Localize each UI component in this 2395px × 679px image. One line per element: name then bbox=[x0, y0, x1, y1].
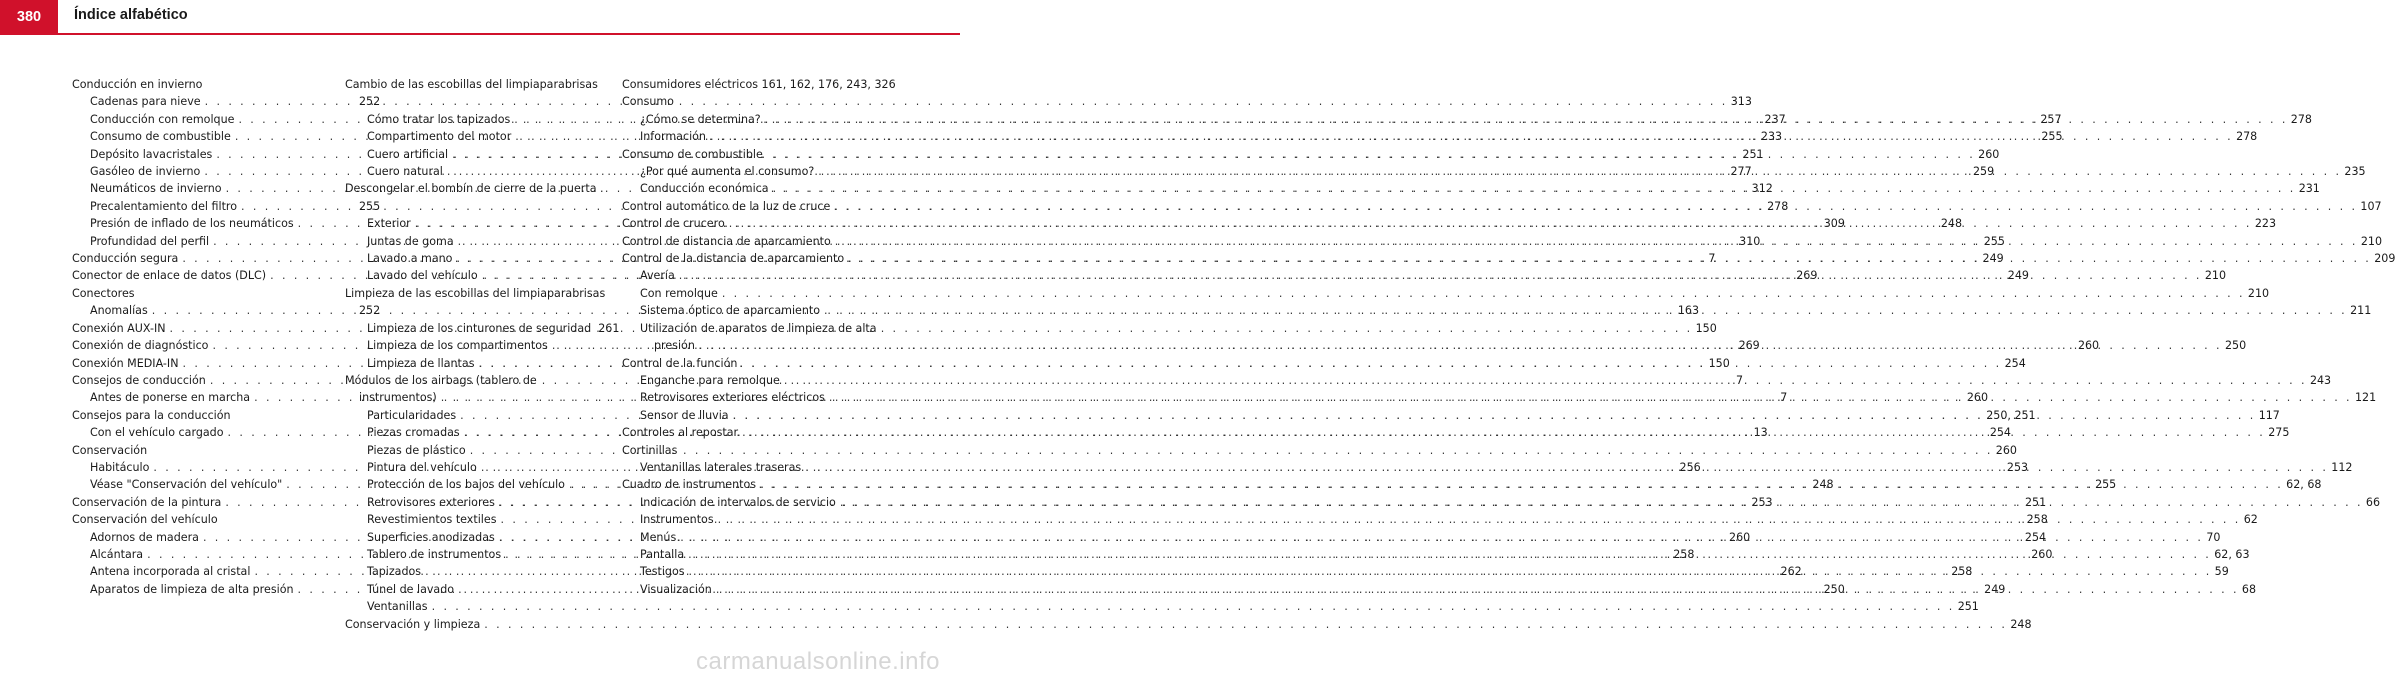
index-entry-page: 312 bbox=[1751, 182, 1773, 196]
page-header bbox=[0, 0, 960, 37]
index-entry-text: Avería bbox=[640, 269, 675, 283]
index-entry-page: 62, 68 bbox=[2286, 478, 2322, 492]
index-entry-text: Control de crucero bbox=[622, 217, 725, 231]
index-heading: Cortinillas bbox=[622, 443, 678, 457]
index-entry bbox=[345, 320, 620, 337]
index-entry-page: 211 bbox=[2350, 304, 2372, 318]
index-entry-text: Precalentamiento del filtro bbox=[90, 199, 238, 213]
dot-leader bbox=[824, 302, 2347, 319]
index-entry-page: 310 bbox=[1739, 234, 1761, 248]
index-entry-text: Conducción con remolque bbox=[90, 112, 235, 126]
dot-leader bbox=[848, 250, 2371, 267]
index-entry-text: ¿Cómo se determina? bbox=[640, 112, 761, 126]
index-entry-page: 260 bbox=[1995, 443, 2017, 457]
index-entry-page: 253 bbox=[1751, 495, 1773, 509]
index-entry-page: 278 bbox=[1767, 199, 1789, 213]
index-entry-page: 210 bbox=[2247, 286, 2270, 300]
index-entry-page: 70 bbox=[2206, 530, 2221, 544]
dot-leader bbox=[760, 476, 2283, 493]
index-entry-text: Antes de ponerse en marcha bbox=[90, 391, 251, 405]
index-entry-text: Neumáticos de invierno bbox=[90, 182, 222, 196]
dot-leader bbox=[680, 529, 2203, 546]
index-heading: Control de la función bbox=[622, 356, 738, 370]
index-entry-page: 231 bbox=[2298, 182, 2320, 196]
index-entry-text: Controles al repostar bbox=[622, 426, 739, 440]
index-entry-page: 250 bbox=[2224, 339, 2247, 353]
index-entry-page: 252 bbox=[359, 304, 381, 318]
dot-leader bbox=[689, 563, 2212, 580]
index-entry-text: Túnel de lavado bbox=[367, 582, 455, 596]
index-entry-text: Anomalías bbox=[90, 304, 148, 318]
index-entry bbox=[622, 285, 2270, 302]
dot-leader bbox=[716, 581, 2239, 598]
watermark: carmanualsonline.info bbox=[696, 648, 940, 675]
index-entry-text: Utilización de aparatos de limpieza de alta bbox=[640, 321, 877, 335]
index-entry-page: 235 bbox=[2344, 165, 2366, 179]
index-entry-text: Conexión AUX-IN bbox=[72, 321, 166, 335]
index-entry-page: 255 bbox=[2095, 478, 2117, 492]
index-entry-page: 248 bbox=[1940, 217, 1963, 231]
index-entry-text: Lavado a mano bbox=[367, 252, 453, 266]
dot-leader bbox=[742, 424, 2265, 441]
index-entry-text: Superficies anodizadas bbox=[367, 530, 495, 544]
dot-leader bbox=[718, 511, 2241, 528]
index-entry-text: ¿Por qué aumenta el consumo? bbox=[640, 165, 815, 179]
index-entry-page: 257 bbox=[2040, 112, 2062, 126]
dot-leader bbox=[840, 494, 2363, 511]
index-entry-text: Tablero de instrumentos bbox=[367, 547, 502, 561]
index-entry-text: Habitáculo bbox=[90, 460, 150, 474]
dot-leader bbox=[710, 128, 2233, 145]
index-entry-page: 117 bbox=[2258, 408, 2280, 422]
index-entry-text: Profundidad del perfil bbox=[90, 234, 210, 248]
index-entry-page: 258 bbox=[2026, 513, 2048, 527]
index-entry-page: 13 bbox=[1753, 426, 1768, 440]
index-entry bbox=[345, 598, 1979, 615]
index-heading: Conducción en invierno bbox=[72, 78, 203, 91]
index-entry-text: Retrovisores exteriores bbox=[367, 495, 495, 509]
index-entry-text: Con el vehículo cargado bbox=[90, 426, 224, 440]
index-heading: Consumo de combustible bbox=[622, 147, 763, 161]
index-entry-text: Conducción segura bbox=[72, 252, 179, 266]
index-entry-text: Ventanillas laterales traseras bbox=[640, 460, 802, 474]
index-entry-page: 254 bbox=[2024, 530, 2047, 544]
index-entry-text: Conservación y limpieza bbox=[345, 617, 481, 631]
index-entry-text: Enganche para remolque bbox=[640, 373, 780, 387]
dot-leader bbox=[432, 598, 1955, 615]
index-entry-text: Antena incorporada al cristal bbox=[90, 565, 251, 579]
index-entry-text: Gasóleo de invierno bbox=[90, 165, 201, 179]
index-entry-page: 66 bbox=[2365, 495, 2381, 509]
index-entry-page: 309 bbox=[1823, 217, 1845, 231]
index-entry-text: Control automático de la luz de cruce bbox=[622, 199, 831, 213]
index-entry-page: 258 bbox=[1951, 565, 1973, 579]
index-entry-page: 248 bbox=[1812, 478, 1834, 492]
index-entry-text: Módulos de los airbags (tablero de bbox=[345, 373, 537, 387]
index-entry-text: Adornos de madera bbox=[90, 530, 199, 544]
index-entry-page: 7 bbox=[1780, 391, 1788, 405]
index-heading: Conservación del vehículo bbox=[72, 513, 218, 527]
dot-leader bbox=[835, 233, 2358, 250]
index-entry-page: 260 bbox=[1978, 147, 2000, 161]
index-entry-page: 250, 251 bbox=[1986, 408, 2036, 422]
index-entry-page: 254 bbox=[2004, 356, 2026, 370]
index-entry-text: Información bbox=[640, 130, 706, 144]
index-entry-text: Limpieza de las escobillas del limpiaparabrisas bbox=[345, 286, 606, 300]
index-entry-text: Control de distancia de aparcamiento bbox=[622, 234, 831, 248]
index-entry-page: 243 bbox=[2309, 373, 2332, 387]
index-entry-page: 163 bbox=[1677, 304, 1700, 318]
dot-leader bbox=[773, 180, 2296, 197]
index-entry-text: Cómo tratar los tapizados bbox=[367, 112, 511, 126]
index-entry-text: Compartimento del motor bbox=[367, 130, 512, 144]
index-entry-text: Menús bbox=[640, 530, 677, 544]
index-entry-text: Véase "Conservación del vehículo" bbox=[90, 478, 283, 492]
index-entry-page: 210 bbox=[2204, 269, 2227, 283]
dot-leader bbox=[722, 285, 2245, 302]
index-entry-page: 248 bbox=[2010, 617, 2032, 631]
index-heading: Consumidores eléctricos 161, 162, 176, 243, 326 bbox=[622, 78, 896, 91]
index-entry-page: 275 bbox=[2268, 426, 2290, 440]
index-entry-text: Depósito lavacristales bbox=[90, 147, 213, 161]
index-entry-page: 260 bbox=[1729, 530, 1751, 544]
index-entry-page: 249 bbox=[1982, 252, 2004, 266]
index-entry-text: Conexión MEDIA-IN bbox=[72, 356, 179, 370]
index-entry-text: Presión de inflado de los neumáticos bbox=[90, 217, 294, 231]
index-entry-page: 62, 63 bbox=[2214, 547, 2250, 561]
index-entry-page: 252 bbox=[359, 95, 381, 109]
index-entry-text: Visualización bbox=[640, 582, 712, 596]
index-entry-page: 269 bbox=[1796, 269, 1818, 283]
header-rule bbox=[0, 33, 960, 35]
dot-leader bbox=[484, 616, 2007, 633]
index-entry-text: Aparatos de limpieza de alta presión bbox=[90, 582, 294, 596]
index-entry bbox=[345, 616, 2032, 633]
index-entry-page: 150 bbox=[1695, 321, 1717, 335]
dot-leader bbox=[679, 267, 2202, 284]
dot-leader bbox=[765, 111, 2288, 128]
dot-leader bbox=[699, 337, 2222, 354]
index-entry-page: 262 bbox=[1780, 565, 1802, 579]
index-entry-page: 210 bbox=[2360, 234, 2383, 248]
index-entry-page: 150 bbox=[1708, 356, 1730, 370]
dot-leader bbox=[729, 215, 2252, 232]
dot-leader bbox=[784, 372, 2307, 389]
index-entry-page: 249 bbox=[2007, 269, 2029, 283]
index-entry-text: instrumentos) bbox=[359, 391, 437, 405]
index-entry-text: Pantalla bbox=[640, 547, 685, 561]
index-entry-page: 233 bbox=[1760, 130, 1783, 144]
index-entry-text: Piezas cromadas bbox=[367, 426, 460, 440]
dot-leader bbox=[829, 389, 2352, 406]
index-entry-text: Pintura del vehículo bbox=[367, 460, 477, 474]
index-entry-text: Particularidades bbox=[367, 408, 457, 422]
index-entry-text: Consumo de combustible bbox=[90, 130, 231, 144]
index-entry-page: 261 bbox=[598, 321, 620, 335]
index-entry-page: 249 bbox=[1984, 582, 2006, 596]
index-entry-text: presión bbox=[654, 339, 695, 353]
index-entry-text: Control de la distancia de aparcamiento bbox=[622, 252, 845, 266]
index-entry-text: Juntas de goma bbox=[367, 234, 454, 248]
index-entry-text: Cambio de las escobillas del limpiaparabrisas bbox=[345, 78, 598, 91]
index-entry-text: Conector de enlace de datos (DLC) bbox=[72, 269, 267, 283]
index-entry-text: Cuero artificial bbox=[367, 147, 449, 161]
index-entry-text: Lavado del vehículo bbox=[367, 269, 478, 283]
index-entry-text: Ventanillas bbox=[367, 600, 428, 614]
index-entry-text: Indicación de intervalos de servicio bbox=[640, 495, 836, 509]
dot-leader bbox=[818, 163, 2341, 180]
dot-leader bbox=[805, 459, 2328, 476]
page-title: Índice alfabético bbox=[74, 7, 188, 23]
index-entry-text: Consejos de conducción bbox=[72, 373, 206, 387]
index-entry-page: 260 bbox=[2077, 339, 2100, 353]
index-entry-page: 223 bbox=[2254, 217, 2277, 231]
index-entry-page: 121 bbox=[2355, 391, 2377, 405]
index-entry-text: Cuadro de instrumentos bbox=[622, 478, 757, 492]
index-entry-page: 259 bbox=[1972, 165, 1995, 179]
index-entry-page: 68 bbox=[2241, 582, 2257, 596]
index-entry-page: 260 bbox=[1966, 391, 1989, 405]
index-heading: Consejos para la conducción bbox=[72, 408, 231, 422]
index-entry-page: 250 bbox=[1823, 582, 1845, 596]
index-entry-page: 253 bbox=[2006, 460, 2029, 474]
index-entry bbox=[622, 372, 2332, 389]
index-heading: Consumo bbox=[622, 95, 674, 109]
index-entry-text: Alcántara bbox=[90, 547, 144, 561]
dot-leader bbox=[733, 407, 2256, 424]
page-number-tab bbox=[0, 0, 58, 33]
index-entry-text: Conservación de la pintura bbox=[72, 495, 222, 509]
index-entry-text: Cadenas para nieve bbox=[90, 95, 201, 109]
index-entry-page: 209 bbox=[2374, 252, 2395, 266]
index-entry-page: 260 bbox=[2031, 547, 2053, 561]
index-entry-page: 255 bbox=[1983, 234, 2005, 248]
index-entry-page: 251 bbox=[2024, 495, 2047, 509]
index-entry-text: Cuero natural bbox=[367, 165, 443, 179]
index-entry-page: 269 bbox=[1738, 339, 1760, 353]
index-entry-page: 255 bbox=[359, 199, 381, 213]
index-entry-text: Protección de los bajos del vehículo bbox=[367, 478, 565, 492]
index-entry-page: 237 bbox=[1764, 112, 1786, 126]
index-entry-page: 59 bbox=[2214, 565, 2229, 579]
index-entry-page: 277 bbox=[1730, 165, 1752, 179]
index-entry-page: 254 bbox=[1989, 426, 2011, 440]
index-entry-page: 62 bbox=[2243, 513, 2258, 527]
index-entry-text: Sensor de lluvia bbox=[640, 408, 729, 422]
index-entry-page: 107 bbox=[2360, 199, 2382, 213]
index-entry-page: 256 bbox=[1679, 460, 1701, 474]
index-entry-text: Revestimientos textiles bbox=[367, 513, 497, 527]
index-entry-text: Conducción económica bbox=[640, 182, 769, 196]
index-entry-page: 278 bbox=[2236, 130, 2258, 144]
index-entry-text: Tapizados bbox=[367, 565, 422, 579]
index-entry-text: Sistema óptico de aparcamiento bbox=[640, 304, 821, 318]
index-entry-text: Piezas de plástico bbox=[367, 443, 466, 457]
index-entry-page: 258 bbox=[1673, 547, 1695, 561]
index-entry-text: Limpieza de los compartimentos bbox=[367, 339, 548, 353]
index-entry-page: 313 bbox=[1730, 95, 1752, 109]
index-entry-page: 278 bbox=[2290, 112, 2312, 126]
index-entry-page: 255 bbox=[2041, 130, 2063, 144]
index-entry-text: Exterior bbox=[367, 217, 411, 231]
index-entry-page: 251 bbox=[1742, 147, 1764, 161]
index-entry-text: Con remolque bbox=[640, 286, 718, 300]
index-entry-text: Instrumentos bbox=[640, 513, 714, 527]
index-entry-text: Limpieza de llantas bbox=[367, 356, 475, 370]
index-entry-page: 251 bbox=[1957, 600, 1979, 614]
dot-leader bbox=[688, 546, 2211, 563]
index-heading: Conectores bbox=[72, 286, 135, 300]
index-entry-page: 7 bbox=[1708, 252, 1716, 266]
index-entry-text: Descongelar el bombín de cierre de la puerta . bbox=[345, 182, 604, 196]
dot-leader bbox=[834, 198, 2357, 215]
page-number: 380 bbox=[16, 8, 42, 25]
index-entry-page: 7 bbox=[1735, 373, 1743, 387]
index-heading: Conservación bbox=[72, 443, 148, 457]
index-entry-text: Retrovisores exteriores eléctricos bbox=[640, 391, 825, 405]
index-entry-page: 112 bbox=[2331, 460, 2353, 474]
index-entry-text: Conexión de diagnóstico bbox=[72, 339, 209, 353]
index-entry-text: Testigos bbox=[640, 565, 685, 579]
index-entry-text: Limpieza de los cinturones de seguridad bbox=[367, 321, 592, 335]
